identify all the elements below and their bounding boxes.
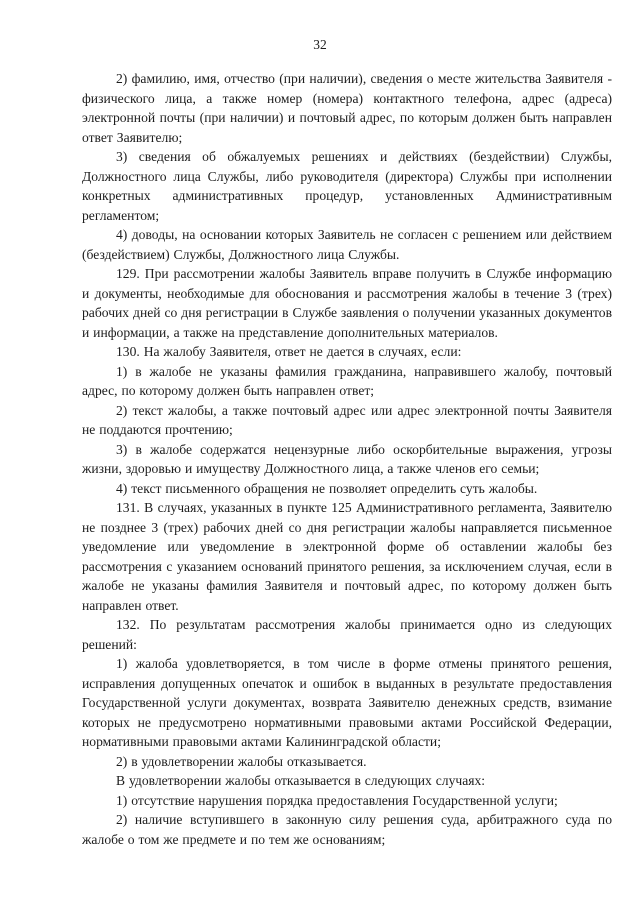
paragraph-132: 132. По результатам рассмотрения жалобы принимается одно из следующих решений: (82, 617, 612, 652)
paragraph-130-item-1: 1) в жалобе не указаны фамилия гражданина, направившего жалобу, почтовый адрес, по которому должен быть направлен ответ; (82, 363, 612, 398)
paragraph-130-item-2: 2) текст жалобы, а также почтовый адрес или адрес электронной почты Заявителя не поддаются прочтению; (82, 402, 612, 437)
refusal-case-2: 2) наличие вступившего в законную силу решения суда, арбитражного суда по жалобе о том же предмете и по тем же основаниям; (82, 812, 612, 847)
paragraph-130: 130. На жалобу Заявителя, ответ не дается в случаях, если: (116, 344, 462, 359)
paragraph-131: 131. В случаях, указанных в пункте 125 Административного регламента, Заявителю не позднее 3 (трех) рабочих дней со дня регистрации жалобы направляется письменное уведомление или уведомление в электронной форме об оставлении жалобы без рассмотрения с указанием оснований принятого решения, за исключением случая, если в жалобе не указаны фамилия Заявителя и почтовый адрес, по которому должен быть направлен ответ. (82, 500, 612, 613)
paragraph-132-item-1: 1) жалоба удовлетворяется, в том числе в форме отмены принятого решения, исправления допущенных опечаток и ошибок в выданных в результате предоставления Государственной услуги документах, возврата Заявителю денежных средств, взимание которых не предусмотрено нормативными правовыми актами Российской Федерации, нормативными правовыми актами Калининградской области; (82, 656, 612, 749)
paragraph-130-item-4: 4) текст письменного обращения не позволяет определить суть жалобы. (116, 480, 538, 496)
document-body (82, 69, 612, 849)
refusal-case-1: 1) отсутствие нарушения порядка предоставления Государственной услуги; (116, 792, 558, 808)
refusal-cases-heading: В удовлетворении жалобы отказывается в следующих случаях: (116, 773, 486, 788)
paragraph-130-item-3: 3) в жалобе содержатся нецензурные либо оскорбительные выражения, угрозы жизни, здоровью и имуществу Должностного лица, а также членов его семьи; (82, 441, 612, 476)
paragraph-132-item-2: 2) в удовлетворении жалобы отказывается. (116, 753, 367, 769)
paragraph-item-4: 4) доводы, на основании которых Заявитель не согласен с решением или действием (бездействием) Службы, Должностного лица Службы. (82, 227, 612, 262)
paragraph-129: 129. При рассмотрении жалобы Заявитель вправе получить в Службе информацию и документы, необходимые для обоснования и рассмотрения жалобы в течение 3 (трех) рабочих дней со дня регистрации в Службе заявления о получении указанных документов и информации, а также на представление дополнительных материалов. (82, 266, 612, 340)
paragraph-item-3: 3) сведения об обжалуемых решениях и действиях (бездействии) Службы, Должностного лица Службы, либо руководителя (директора) Службы при исполнении конкретных административных процедур, установленных Административным регламентом; (82, 149, 612, 223)
paragraph-item-2: 2) фамилию, имя, отчество (при наличии), сведения о месте жительства Заявителя - физического лица, а также номер (номера) контактного телефона, адрес (адреса) электронной почты (при наличии) и почтовый адрес, по которым должен быть направлен ответ Заявителю; (82, 71, 612, 145)
page-number: 32 (313, 37, 327, 52)
